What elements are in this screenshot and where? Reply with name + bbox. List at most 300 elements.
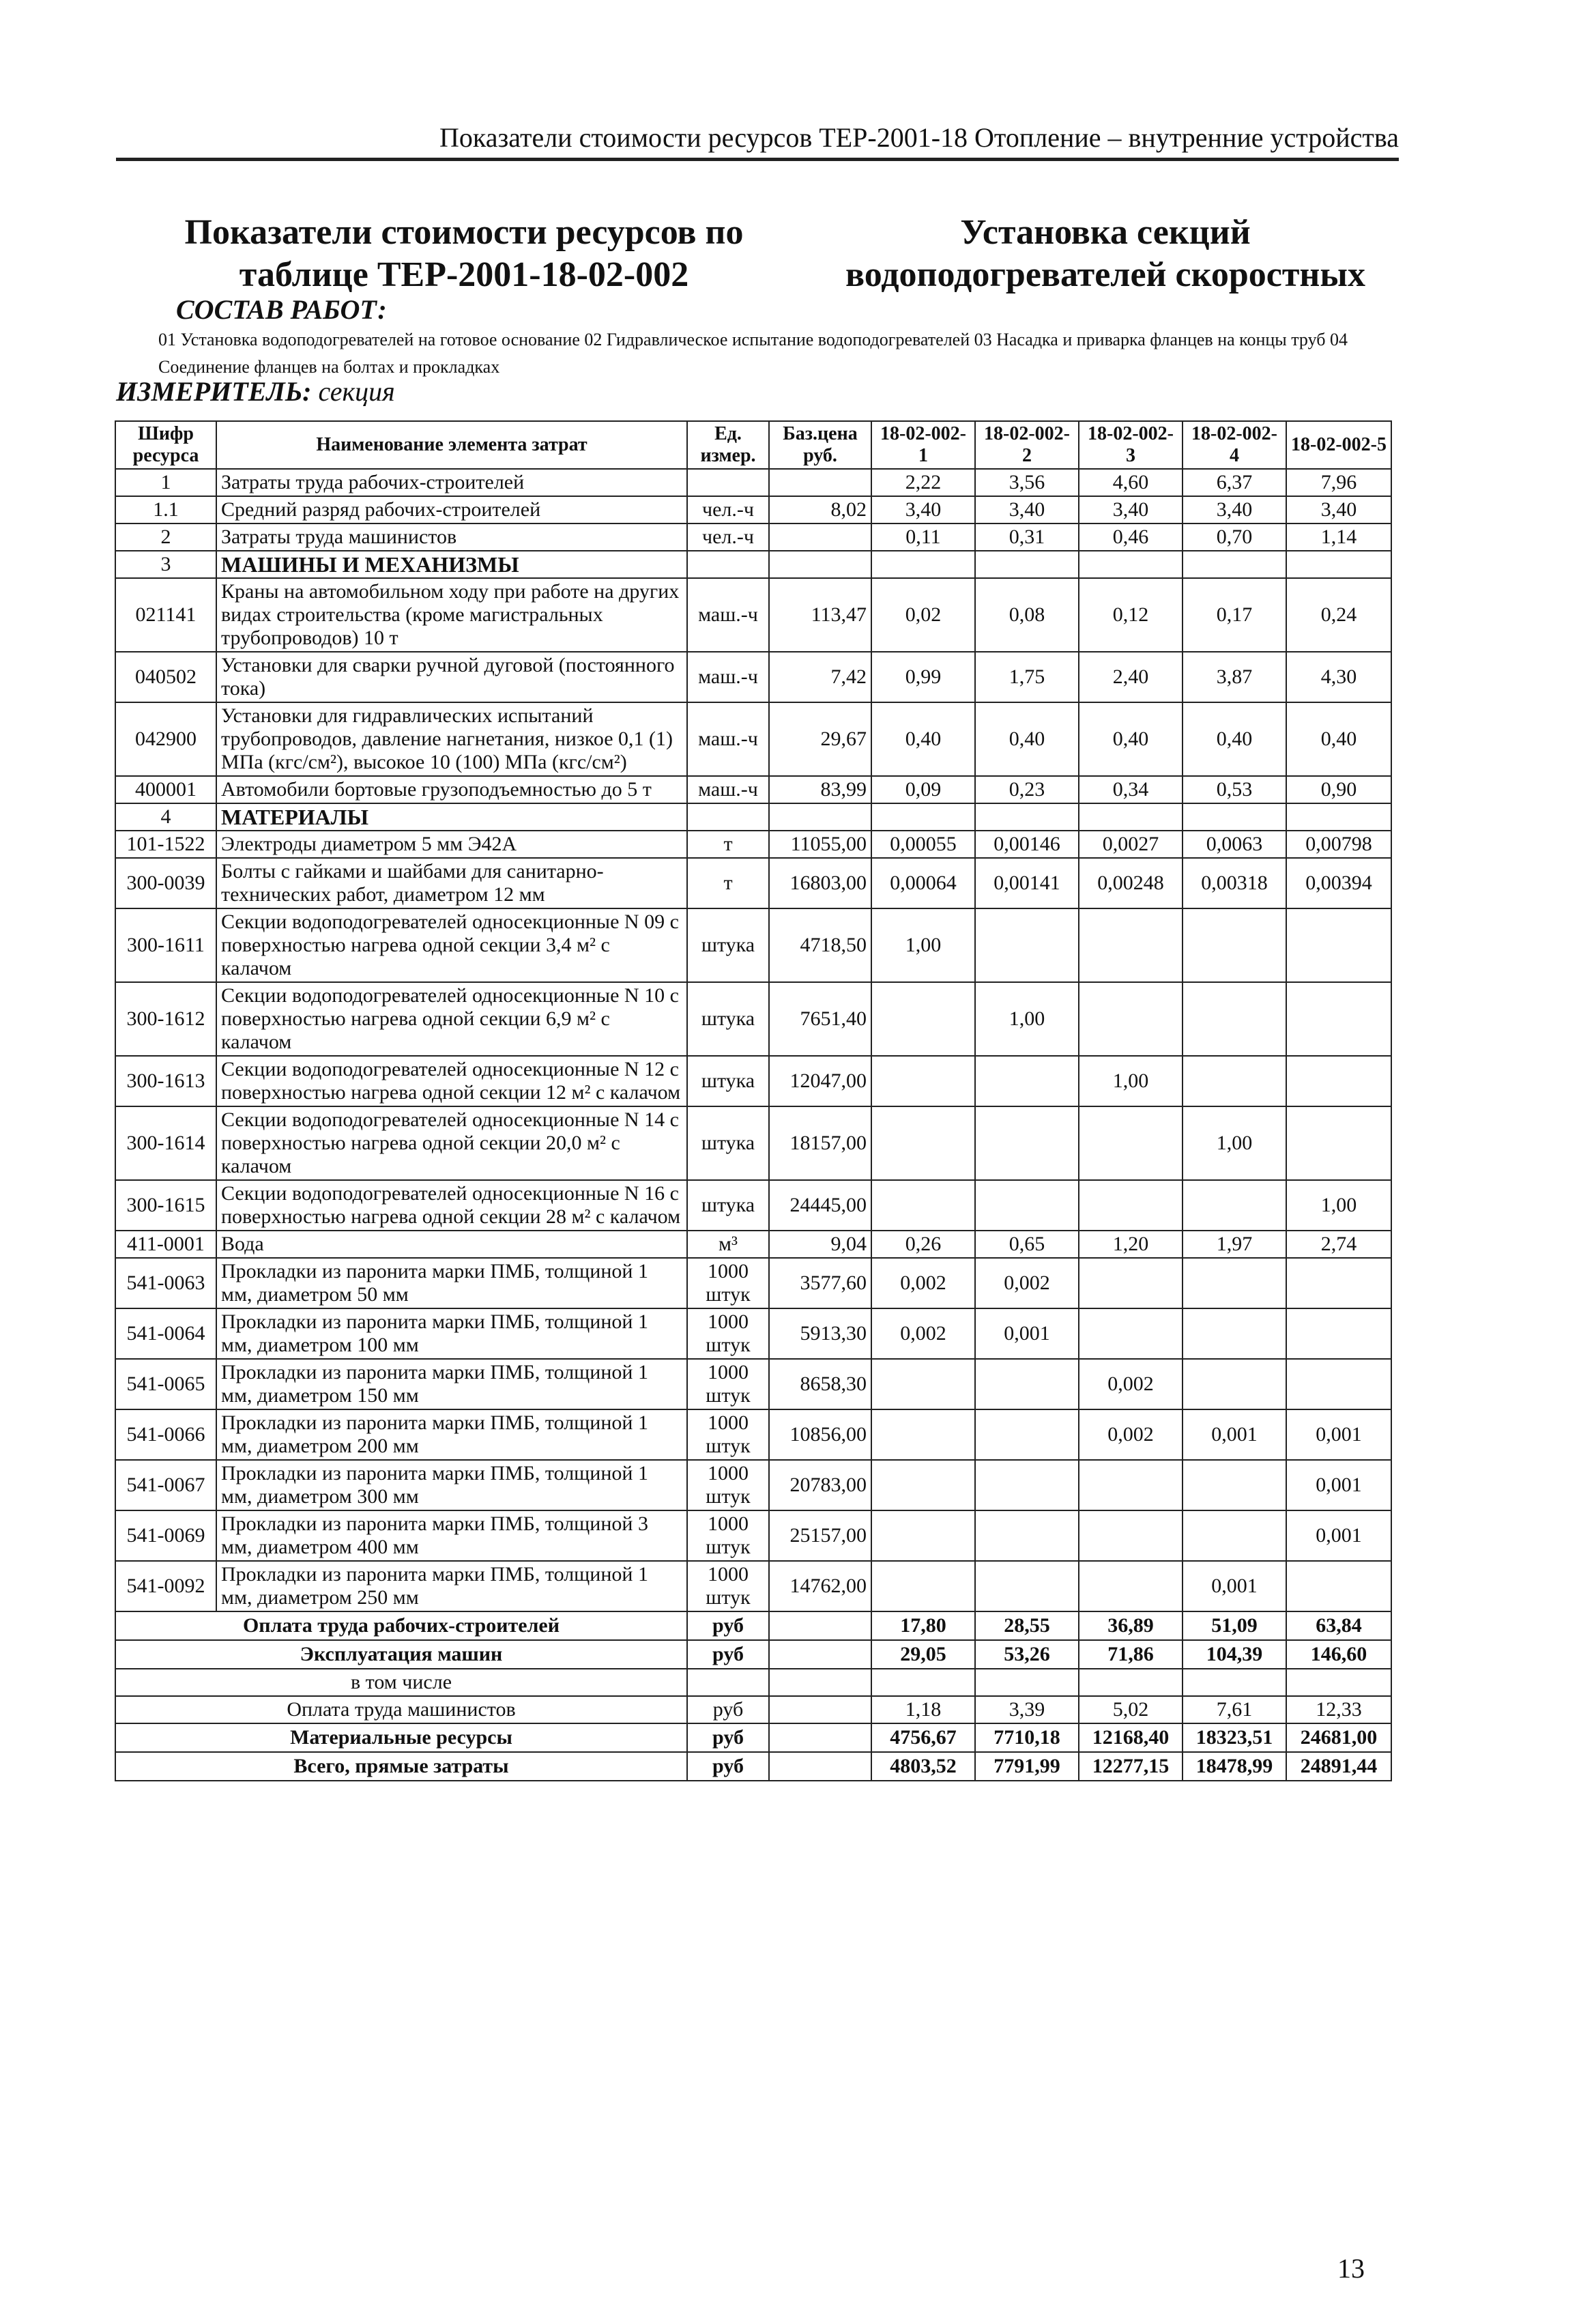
norm-value-cell: 1,20 — [1079, 1231, 1183, 1258]
resource-name-cell: МАШИНЫ И МЕХАНИЗМЫ — [216, 551, 687, 578]
norm-value-cell: 0,90 — [1286, 776, 1391, 803]
norm-value-cell: 0,001 — [1183, 1561, 1286, 1611]
summary-value-cell: 17,80 — [871, 1611, 975, 1640]
resource-code-cell: 300-1612 — [115, 982, 216, 1056]
resource-code-cell: 541-0066 — [115, 1409, 216, 1460]
resource-code-cell: 541-0065 — [115, 1359, 216, 1409]
norm-value-cell — [871, 1359, 975, 1409]
summary-value-cell: 28,55 — [975, 1611, 1079, 1640]
empty-cell — [769, 1696, 871, 1723]
sostav-text: 01 Установка водоподогревателей на готовое основание 02 Гидравлическое испытание водоподогревателей 03 Насадка и приварка фланцев на концы труб 04 Соединение фланцев на болтах и прокладках — [158, 330, 1348, 377]
summary-value-cell — [975, 1669, 1079, 1696]
norm-value-cell — [1183, 1258, 1286, 1308]
norm-value-cell — [975, 551, 1079, 578]
norm-value-cell — [1286, 982, 1391, 1056]
resource-code-cell: 541-0064 — [115, 1308, 216, 1359]
norm-value-cell — [1286, 1359, 1391, 1409]
resource-name-cell: Прокладки из паронита марки ПМБ, толщиной 1 мм, диаметром 150 мм — [216, 1359, 687, 1409]
table-row — [115, 1359, 1391, 1409]
unit-cell: 1000 штук — [687, 1359, 769, 1409]
base-price-cell: 20783,00 — [769, 1460, 871, 1510]
norm-value-cell — [871, 803, 975, 831]
base-price-cell: 9,04 — [769, 1231, 871, 1258]
header-cell: Шифр ресурса — [115, 421, 216, 469]
resource-name-cell: Затраты труда машинистов — [216, 523, 687, 551]
resource-code-cell: 300-1613 — [115, 1056, 216, 1106]
summary-value-cell: 24681,00 — [1286, 1723, 1391, 1752]
unit-cell: 1000 штук — [687, 1510, 769, 1561]
resource-name-cell: Прокладки из паронита марки ПМБ, толщиной 1 мм, диаметром 50 мм — [216, 1258, 687, 1308]
norm-value-cell — [871, 1409, 975, 1460]
norm-value-cell — [1079, 982, 1183, 1056]
summary-name-cell: в том числе — [115, 1669, 687, 1696]
norm-value-cell — [1079, 1106, 1183, 1180]
resource-name-cell: Болты с гайками и шайбами для санитарно-технических работ, диаметром 12 мм — [216, 858, 687, 908]
norm-value-cell — [975, 803, 1079, 831]
unit-cell: 1000 штук — [687, 1258, 769, 1308]
base-price-cell: 10856,00 — [769, 1409, 871, 1460]
unit-cell: руб — [687, 1723, 769, 1752]
norm-value-cell — [1286, 803, 1391, 831]
base-price-cell: 8658,30 — [769, 1359, 871, 1409]
resource-code-cell: 541-0092 — [115, 1561, 216, 1611]
norm-value-cell: 0,00798 — [1286, 831, 1391, 858]
summary-row — [115, 1640, 1391, 1669]
norm-value-cell: 1,00 — [1079, 1056, 1183, 1106]
norm-value-cell: 1,00 — [1286, 1180, 1391, 1231]
norm-value-cell — [1183, 982, 1286, 1056]
norm-value-cell: 3,87 — [1183, 652, 1286, 702]
norm-value-cell: 3,40 — [871, 496, 975, 523]
table-row — [115, 803, 1391, 831]
norm-value-cell: 1,00 — [975, 982, 1079, 1056]
norm-value-cell: 4,30 — [1286, 652, 1391, 702]
unit-cell: руб — [687, 1640, 769, 1669]
norm-value-cell: 1,75 — [975, 652, 1079, 702]
norm-value-cell: 0,00146 — [975, 831, 1079, 858]
summary-value-cell: 5,02 — [1079, 1696, 1183, 1723]
norm-value-cell: 2,22 — [871, 469, 975, 496]
base-price-cell: 83,99 — [769, 776, 871, 803]
summary-row — [115, 1611, 1391, 1640]
base-price-cell: 3577,60 — [769, 1258, 871, 1308]
norm-value-cell: 3,40 — [1183, 496, 1286, 523]
norm-value-cell: 0,70 — [1183, 523, 1286, 551]
table-row — [115, 1231, 1391, 1258]
resource-name-cell: Средний разряд рабочих-строителей — [216, 496, 687, 523]
table-row — [115, 1258, 1391, 1308]
table-header-row — [115, 421, 1391, 469]
norm-value-cell — [975, 1359, 1079, 1409]
norm-value-cell — [1286, 551, 1391, 578]
unit-cell: маш.-ч — [687, 652, 769, 702]
summary-value-cell — [1286, 1669, 1391, 1696]
resource-code-cell: 040502 — [115, 652, 216, 702]
norm-value-cell: 0,001 — [1286, 1510, 1391, 1561]
empty-cell — [769, 1669, 871, 1696]
resource-name-cell: Прокладки из паронита марки ПМБ, толщиной 1 мм, диаметром 100 мм — [216, 1308, 687, 1359]
norm-value-cell — [1183, 1056, 1286, 1106]
norm-value-cell — [975, 1460, 1079, 1510]
resource-name-cell: Секции водоподогревателей односекционные N 12 с поверхностью нагрева одной секции 12 м² с калачом — [216, 1056, 687, 1106]
norm-value-cell: 1,00 — [871, 908, 975, 982]
norm-value-cell — [1079, 1510, 1183, 1561]
resource-name-cell: Секции водоподогревателей односекционные N 16 с поверхностью нагрева одной секции 28 м² с калачом — [216, 1180, 687, 1231]
norm-value-cell — [1079, 1308, 1183, 1359]
unit-cell — [687, 551, 769, 578]
resource-name-cell: Секции водоподогревателей односекционные N 10 с поверхностью нагрева одной секции 6,9 м² с калачом — [216, 982, 687, 1056]
resource-code-cell: 300-1611 — [115, 908, 216, 982]
resource-name-cell: Установки для сварки ручной дуговой (постоянного тока) — [216, 652, 687, 702]
base-price-cell: 11055,00 — [769, 831, 871, 858]
norm-value-cell — [1183, 1510, 1286, 1561]
norm-value-cell — [1286, 1308, 1391, 1359]
page-title: Показатели стоимости ресурсов по таблице ТЕР-2001-18-02-002 — [184, 213, 744, 294]
summary-value-cell: 29,05 — [871, 1640, 975, 1669]
resource-code-cell: 4 — [115, 803, 216, 831]
resource-code-cell: 541-0069 — [115, 1510, 216, 1561]
norm-value-cell: 0,001 — [975, 1308, 1079, 1359]
summary-value-cell: 7710,18 — [975, 1723, 1079, 1752]
table-row — [115, 831, 1391, 858]
norm-value-cell: 0,00318 — [1183, 858, 1286, 908]
summary-row — [115, 1669, 1391, 1696]
resource-name-cell: Автомобили бортовые грузоподъемностью до 5 т — [216, 776, 687, 803]
norm-value-cell: 3,56 — [975, 469, 1079, 496]
norm-value-cell — [871, 982, 975, 1056]
unit-cell: т — [687, 831, 769, 858]
page-subtitle: Установка секций водоподогревателей скоростных — [845, 213, 1365, 294]
base-price-cell: 18157,00 — [769, 1106, 871, 1180]
norm-value-cell: 4,60 — [1079, 469, 1183, 496]
resource-name-cell: МАТЕРИАЛЫ — [216, 803, 687, 831]
header-cell: 18-02-002-2 — [975, 421, 1079, 469]
base-price-cell — [769, 551, 871, 578]
norm-value-cell — [871, 1561, 975, 1611]
summary-value-cell — [1183, 1669, 1286, 1696]
summary-value-cell: 12,33 — [1286, 1696, 1391, 1723]
table-row — [115, 776, 1391, 803]
norm-value-cell: 0,40 — [1286, 702, 1391, 776]
resource-name-cell: Секции водоподогревателей односекционные N 14 с поверхностью нагрева одной секции 20,0 м² с калачом — [216, 1106, 687, 1180]
norm-value-cell: 0,40 — [1183, 702, 1286, 776]
resource-code-cell: 541-0063 — [115, 1258, 216, 1308]
table-row — [115, 908, 1391, 982]
norm-value-cell — [1286, 1561, 1391, 1611]
base-price-cell: 113,47 — [769, 578, 871, 652]
norm-value-cell: 0,11 — [871, 523, 975, 551]
base-price-cell: 14762,00 — [769, 1561, 871, 1611]
norm-value-cell: 0,08 — [975, 578, 1079, 652]
resources-table — [115, 420, 1392, 1781]
unit-cell: т — [687, 858, 769, 908]
unit-cell: маш.-ч — [687, 702, 769, 776]
resource-code-cell: 411-0001 — [115, 1231, 216, 1258]
base-price-cell: 24445,00 — [769, 1180, 871, 1231]
summary-value-cell: 4803,52 — [871, 1752, 975, 1781]
norm-value-cell: 0,0063 — [1183, 831, 1286, 858]
norm-value-cell: 0,53 — [1183, 776, 1286, 803]
unit-cell — [687, 469, 769, 496]
unit-cell: 1000 штук — [687, 1308, 769, 1359]
summary-name-cell: Оплата труда машинистов — [115, 1696, 687, 1723]
norm-value-cell: 0,09 — [871, 776, 975, 803]
norm-value-cell: 0,40 — [1079, 702, 1183, 776]
base-price-cell: 7,42 — [769, 652, 871, 702]
summary-name-cell: Эксплуатация машин — [115, 1640, 687, 1669]
norm-value-cell: 0,00055 — [871, 831, 975, 858]
norm-value-cell: 0,002 — [1079, 1359, 1183, 1409]
norm-value-cell — [1079, 803, 1183, 831]
resource-name-cell: Электроды диаметром 5 мм Э42А — [216, 831, 687, 858]
norm-value-cell: 0,00248 — [1079, 858, 1183, 908]
norm-value-cell — [871, 1460, 975, 1510]
resource-name-cell: Краны на автомобильном ходу при работе на других видах строительства (кроме магистральных трубопроводов) 10 т — [216, 578, 687, 652]
resource-code-cell: 2 — [115, 523, 216, 551]
norm-value-cell — [1183, 803, 1286, 831]
header-cell: Наименование элемента затрат — [216, 421, 687, 469]
norm-value-cell — [1079, 1460, 1183, 1510]
summary-value-cell: 71,86 — [1079, 1640, 1183, 1669]
resource-code-cell: 400001 — [115, 776, 216, 803]
empty-cell — [769, 1752, 871, 1781]
summary-value-cell: 24891,44 — [1286, 1752, 1391, 1781]
base-price-cell — [769, 523, 871, 551]
norm-value-cell: 0,99 — [871, 652, 975, 702]
norm-value-cell — [975, 1510, 1079, 1561]
norm-value-cell: 0,001 — [1183, 1409, 1286, 1460]
summary-value-cell: 146,60 — [1286, 1640, 1391, 1669]
norm-value-cell: 3,40 — [975, 496, 1079, 523]
running-head: Показатели стоимости ресурсов ТЕР-2001-18 Отопление – внутренние устройства — [116, 121, 1399, 161]
unit-cell: руб — [687, 1752, 769, 1781]
header-cell: 18-02-002-1 — [871, 421, 975, 469]
norm-value-cell — [1183, 551, 1286, 578]
unit-cell: маш.-ч — [687, 776, 769, 803]
empty-cell — [769, 1611, 871, 1640]
norm-value-cell — [975, 1056, 1079, 1106]
norm-value-cell — [871, 1510, 975, 1561]
summary-name-cell: Материальные ресурсы — [115, 1723, 687, 1752]
unit-cell: штука — [687, 1056, 769, 1106]
resource-code-cell: 021141 — [115, 578, 216, 652]
unit-cell: 1000 штук — [687, 1409, 769, 1460]
table-row — [115, 982, 1391, 1056]
norm-value-cell: 1,00 — [1183, 1106, 1286, 1180]
norm-value-cell — [1183, 1308, 1286, 1359]
table-row — [115, 1106, 1391, 1180]
norm-value-cell: 0,23 — [975, 776, 1079, 803]
norm-value-cell: 2,40 — [1079, 652, 1183, 702]
norm-value-cell — [1079, 908, 1183, 982]
summary-value-cell — [1079, 1669, 1183, 1696]
norm-value-cell: 0,001 — [1286, 1409, 1391, 1460]
base-price-cell — [769, 803, 871, 831]
summary-value-cell: 12277,15 — [1079, 1752, 1183, 1781]
unit-cell: штука — [687, 908, 769, 982]
table-row — [115, 1308, 1391, 1359]
base-price-cell — [769, 469, 871, 496]
base-price-cell: 25157,00 — [769, 1510, 871, 1561]
norm-value-cell: 0,00141 — [975, 858, 1079, 908]
summary-value-cell: 1,18 — [871, 1696, 975, 1723]
norm-value-cell: 0,02 — [871, 578, 975, 652]
summary-value-cell: 7,61 — [1183, 1696, 1286, 1723]
norm-value-cell: 0,002 — [871, 1258, 975, 1308]
summary-value-cell: 4756,67 — [871, 1723, 975, 1752]
izmeritel-value: секция — [318, 376, 395, 407]
izmeritel-label: ИЗМЕРИТЕЛЬ: — [116, 376, 312, 407]
norm-value-cell — [975, 1561, 1079, 1611]
resource-code-cell: 101-1522 — [115, 831, 216, 858]
summary-value-cell: 3,39 — [975, 1696, 1079, 1723]
table-row — [115, 578, 1391, 652]
page-number: 13 — [1337, 2253, 1365, 2284]
summary-name-cell: Оплата труда рабочих-строителей — [115, 1611, 687, 1640]
header-cell: 18-02-002-4 — [1183, 421, 1286, 469]
summary-value-cell — [871, 1669, 975, 1696]
base-price-cell: 8,02 — [769, 496, 871, 523]
norm-value-cell — [975, 1180, 1079, 1231]
summary-value-cell: 104,39 — [1183, 1640, 1286, 1669]
norm-value-cell: 0,31 — [975, 523, 1079, 551]
summary-value-cell: 51,09 — [1183, 1611, 1286, 1640]
resource-name-cell: Прокладки из паронита марки ПМБ, толщиной 1 мм, диаметром 250 мм — [216, 1561, 687, 1611]
table-row — [115, 1460, 1391, 1510]
norm-value-cell — [1183, 1359, 1286, 1409]
norm-value-cell — [1286, 1056, 1391, 1106]
norm-value-cell: 0,17 — [1183, 578, 1286, 652]
unit-cell: штука — [687, 982, 769, 1056]
unit-cell: маш.-ч — [687, 578, 769, 652]
summary-row — [115, 1752, 1391, 1781]
norm-value-cell: 1,97 — [1183, 1231, 1286, 1258]
resource-code-cell: 1.1 — [115, 496, 216, 523]
unit-cell: 1000 штук — [687, 1561, 769, 1611]
resource-code-cell: 3 — [115, 551, 216, 578]
norm-value-cell: 0,34 — [1079, 776, 1183, 803]
base-price-cell: 5913,30 — [769, 1308, 871, 1359]
summary-value-cell: 7791,99 — [975, 1752, 1079, 1781]
summary-value-cell: 18323,51 — [1183, 1723, 1286, 1752]
table-row — [115, 469, 1391, 496]
norm-value-cell — [1183, 1460, 1286, 1510]
norm-value-cell — [871, 551, 975, 578]
summary-row — [115, 1723, 1391, 1752]
norm-value-cell — [1079, 1258, 1183, 1308]
norm-value-cell: 0,00394 — [1286, 858, 1391, 908]
norm-value-cell: 0,001 — [1286, 1460, 1391, 1510]
norm-value-cell: 0,12 — [1079, 578, 1183, 652]
unit-cell — [687, 1669, 769, 1696]
unit-cell — [687, 803, 769, 831]
norm-value-cell — [1286, 908, 1391, 982]
table-row — [115, 858, 1391, 908]
izmeritel — [116, 375, 395, 407]
norm-value-cell: 0,46 — [1079, 523, 1183, 551]
norm-value-cell — [871, 1106, 975, 1180]
table-row — [115, 523, 1391, 551]
summary-value-cell: 36,89 — [1079, 1611, 1183, 1640]
base-price-cell: 12047,00 — [769, 1056, 871, 1106]
norm-value-cell: 0,40 — [871, 702, 975, 776]
resource-name-cell: Установки для гидравлических испытаний трубопроводов, давление нагнетания, низкое 0,1 (1) МПа (кгс/см²), высокое 10 (100) МПа (кгс/см²) — [216, 702, 687, 776]
resource-name-cell: Вода — [216, 1231, 687, 1258]
base-price-cell: 16803,00 — [769, 858, 871, 908]
summary-value-cell: 18478,99 — [1183, 1752, 1286, 1781]
norm-value-cell — [1079, 1180, 1183, 1231]
resource-code-cell: 300-1615 — [115, 1180, 216, 1231]
norm-value-cell: 7,96 — [1286, 469, 1391, 496]
base-price-cell: 7651,40 — [769, 982, 871, 1056]
norm-value-cell: 6,37 — [1183, 469, 1286, 496]
resource-code-cell: 300-1614 — [115, 1106, 216, 1180]
header-cell: 18-02-002-3 — [1079, 421, 1183, 469]
resource-name-cell: Секции водоподогревателей односекционные N 09 с поверхностью нагрева одной секции 3,4 м² с калачом — [216, 908, 687, 982]
norm-value-cell — [871, 1180, 975, 1231]
table-row — [115, 1180, 1391, 1231]
sostav-label: СОСТАВ РАБОТ: — [176, 294, 387, 325]
resource-code-cell: 300-0039 — [115, 858, 216, 908]
norm-value-cell: 1,14 — [1286, 523, 1391, 551]
norm-value-cell: 0,002 — [871, 1308, 975, 1359]
header-cell: Ед. измер. — [687, 421, 769, 469]
summary-value-cell: 12168,40 — [1079, 1723, 1183, 1752]
norm-value-cell: 0,002 — [975, 1258, 1079, 1308]
norm-value-cell: 2,74 — [1286, 1231, 1391, 1258]
norm-value-cell — [1286, 1258, 1391, 1308]
norm-value-cell: 3,40 — [1079, 496, 1183, 523]
norm-value-cell: 0,0027 — [1079, 831, 1183, 858]
norm-value-cell — [1079, 551, 1183, 578]
table-row — [115, 702, 1391, 776]
empty-cell — [769, 1640, 871, 1669]
header-cell: Баз.цена руб. — [769, 421, 871, 469]
table-row — [115, 652, 1391, 702]
unit-cell: руб — [687, 1696, 769, 1723]
base-price-cell: 4718,50 — [769, 908, 871, 982]
norm-value-cell — [871, 1056, 975, 1106]
norm-value-cell — [975, 908, 1079, 982]
norm-value-cell — [1286, 1106, 1391, 1180]
header-cell: 18-02-002-5 — [1286, 421, 1391, 469]
resource-code-cell: 042900 — [115, 702, 216, 776]
norm-value-cell — [975, 1106, 1079, 1180]
resource-name-cell: Прокладки из паронита марки ПМБ, толщиной 3 мм, диаметром 400 мм — [216, 1510, 687, 1561]
norm-value-cell: 0,00064 — [871, 858, 975, 908]
base-price-cell: 29,67 — [769, 702, 871, 776]
resource-code-cell: 541-0067 — [115, 1460, 216, 1510]
summary-value-cell: 63,84 — [1286, 1611, 1391, 1640]
norm-value-cell — [1183, 1180, 1286, 1231]
unit-cell: штука — [687, 1106, 769, 1180]
unit-cell: штука — [687, 1180, 769, 1231]
unit-cell: 1000 штук — [687, 1460, 769, 1510]
empty-cell — [769, 1723, 871, 1752]
unit-cell: м³ — [687, 1231, 769, 1258]
table-row — [115, 496, 1391, 523]
summary-name-cell: Всего, прямые затраты — [115, 1752, 687, 1781]
norm-value-cell: 0,24 — [1286, 578, 1391, 652]
unit-cell: чел.-ч — [687, 523, 769, 551]
norm-value-cell: 0,65 — [975, 1231, 1079, 1258]
resource-code-cell: 1 — [115, 469, 216, 496]
resource-name-cell: Затраты труда рабочих-строителей — [216, 469, 687, 496]
norm-value-cell — [975, 1409, 1079, 1460]
table-row — [115, 1409, 1391, 1460]
summary-row — [115, 1696, 1391, 1723]
table-row — [115, 551, 1391, 578]
